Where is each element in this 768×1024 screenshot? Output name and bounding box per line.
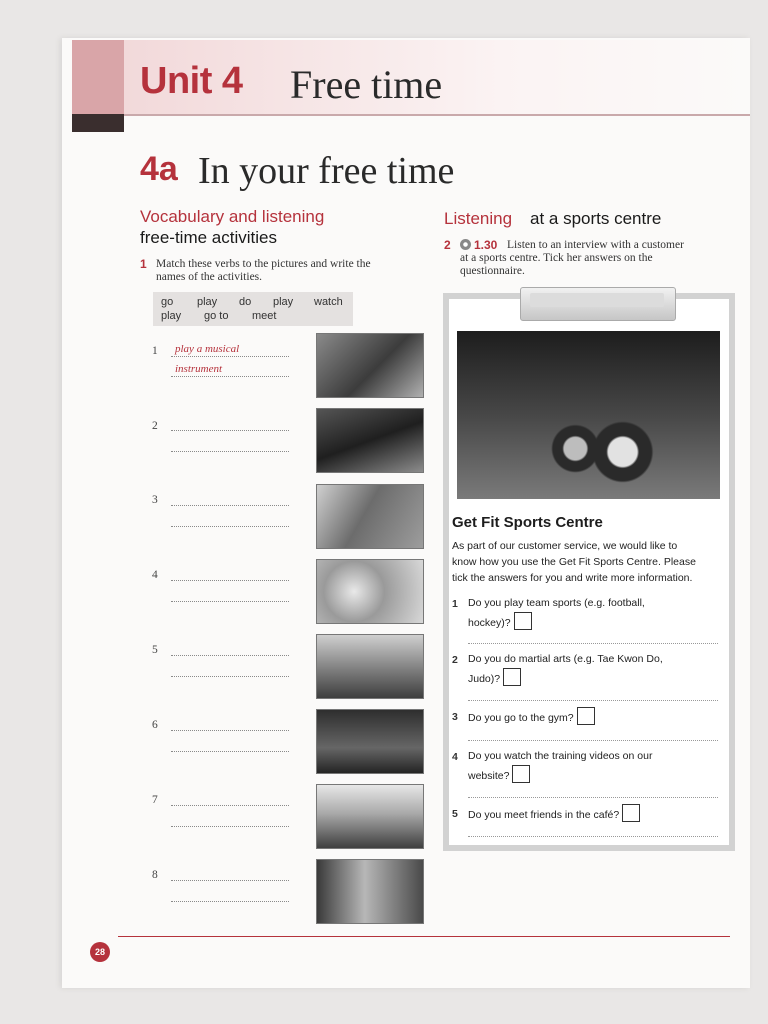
exercise-1-instruction-line2: names of the activities. <box>156 271 263 283</box>
question-text-line1: Do you play team sports (e.g. football, <box>468 597 645 609</box>
item-number: 2 <box>152 420 158 432</box>
question-number: 5 <box>452 808 458 820</box>
verb: play <box>273 296 294 308</box>
footer-rule <box>118 936 730 937</box>
verb: go <box>161 296 174 308</box>
question-text-line1: Do you watch the training videos on our <box>468 750 653 762</box>
unit-header-rule <box>124 114 750 116</box>
answer-line[interactable] <box>171 655 289 656</box>
tick-checkbox[interactable] <box>577 707 595 725</box>
unit-title: Free time <box>290 62 443 107</box>
vocabulary-subheading: free-time activities <box>140 228 277 247</box>
photo-spin-bikes <box>457 331 720 499</box>
answer-line[interactable] <box>171 376 289 377</box>
item-number: 1 <box>152 345 158 357</box>
item-number: 8 <box>152 869 158 881</box>
item-number: 7 <box>152 794 158 806</box>
lesson-code: 4a <box>140 150 178 188</box>
questionnaire-title: Get Fit Sports Centre <box>452 514 603 531</box>
vocabulary-heading: Vocabulary and listening <box>140 207 325 226</box>
question-text-line2: Judo)? <box>468 673 501 685</box>
sample-answer-line2: instrument <box>175 363 223 375</box>
listening-heading-rest: at a sports centre <box>530 209 662 228</box>
verb: go to <box>204 310 229 322</box>
verb: play <box>197 296 218 308</box>
questionnaire-intro-line1: As part of our customer service, we would like to <box>452 540 678 552</box>
questionnaire-intro <box>452 538 728 586</box>
answer-line[interactable] <box>468 700 718 701</box>
unit-color-tab <box>72 40 124 114</box>
answer-line[interactable] <box>171 430 289 431</box>
answer-line[interactable] <box>171 676 289 677</box>
photo-gym <box>316 859 424 924</box>
listening-heading: Listening <box>444 209 513 228</box>
question-3 <box>468 707 690 727</box>
answer-line[interactable] <box>171 880 289 881</box>
questionnaire-intro-line3: tick the answers for you and write more information. <box>452 572 693 584</box>
tick-checkbox[interactable] <box>622 804 640 822</box>
unit-dark-tab <box>72 114 124 132</box>
photo-video-game <box>316 559 424 624</box>
answer-line[interactable] <box>171 901 289 902</box>
exercise-2-instruction-line2: at a sports centre. Tick her answers on the <box>460 252 653 264</box>
question-4 <box>468 747 690 785</box>
tick-checkbox[interactable] <box>503 668 521 686</box>
verb: meet <box>252 310 277 322</box>
answer-line[interactable] <box>468 836 718 837</box>
answer-line[interactable] <box>171 505 289 506</box>
audio-track-number: 1.30 <box>474 238 498 252</box>
exercise-1-number: 1 <box>140 257 147 271</box>
question-text-line1: Do you meet friends in the café? <box>468 809 620 821</box>
lesson-title: In your free time <box>198 150 455 192</box>
clipboard-clip-inner <box>530 293 664 307</box>
photo-musicians <box>316 333 424 398</box>
cd-audio-icon <box>460 239 471 250</box>
answer-line[interactable] <box>468 740 718 741</box>
photo-cinema <box>316 408 424 473</box>
questionnaire-intro-line2: know how you use the Get Fit Sports Centre. Please <box>452 556 696 568</box>
question-number: 3 <box>452 711 458 723</box>
exercise-2-number: 2 <box>444 238 451 252</box>
answer-line[interactable] <box>171 580 289 581</box>
question-number: 1 <box>452 598 458 610</box>
tick-checkbox[interactable] <box>512 765 530 783</box>
answer-line[interactable] <box>171 451 289 452</box>
question-text-line2: website? <box>468 770 510 782</box>
tick-checkbox[interactable] <box>514 612 532 630</box>
verb: play <box>161 310 182 322</box>
question-text-line2: hockey)? <box>468 617 511 629</box>
question-number: 4 <box>452 751 458 763</box>
question-text-line1: Do you do martial arts (e.g. Tae Kwon Do, <box>468 653 663 665</box>
answer-line[interactable] <box>468 797 718 798</box>
answer-line[interactable] <box>468 643 718 644</box>
photo-martial-arts <box>316 634 424 699</box>
question-2 <box>468 650 690 688</box>
sample-answer-line1: play a musical <box>175 343 240 355</box>
question-text-line1: Do you go to the gym? <box>468 712 574 724</box>
exercise-2-instruction-line3: questionnaire. <box>460 265 525 277</box>
audio-track[interactable] <box>460 238 497 252</box>
item-number: 4 <box>152 569 158 581</box>
answer-line[interactable] <box>171 805 289 806</box>
photo-friends <box>316 484 424 549</box>
exercise-2-instruction-line1: Listen to an interview with a customer <box>507 239 684 251</box>
answer-line[interactable] <box>171 730 289 731</box>
answer-line[interactable] <box>171 751 289 752</box>
photo-football <box>316 784 424 849</box>
answer-line[interactable] <box>171 356 289 357</box>
question-5 <box>468 804 690 824</box>
photo-tennis <box>316 709 424 774</box>
page-number: 28 <box>90 942 110 962</box>
unit-number: Unit 4 <box>140 60 243 102</box>
answer-line[interactable] <box>171 601 289 602</box>
item-number: 3 <box>152 494 158 506</box>
exercise-1-instruction-line1: Match these verbs to the pictures and write the <box>156 258 371 270</box>
question-number: 2 <box>452 654 458 666</box>
question-1 <box>468 594 690 632</box>
item-number: 6 <box>152 719 158 731</box>
item-number: 5 <box>152 644 158 656</box>
verb: do <box>239 296 252 308</box>
answer-line[interactable] <box>171 526 289 527</box>
answer-line[interactable] <box>171 826 289 827</box>
verb: watch <box>314 296 343 308</box>
